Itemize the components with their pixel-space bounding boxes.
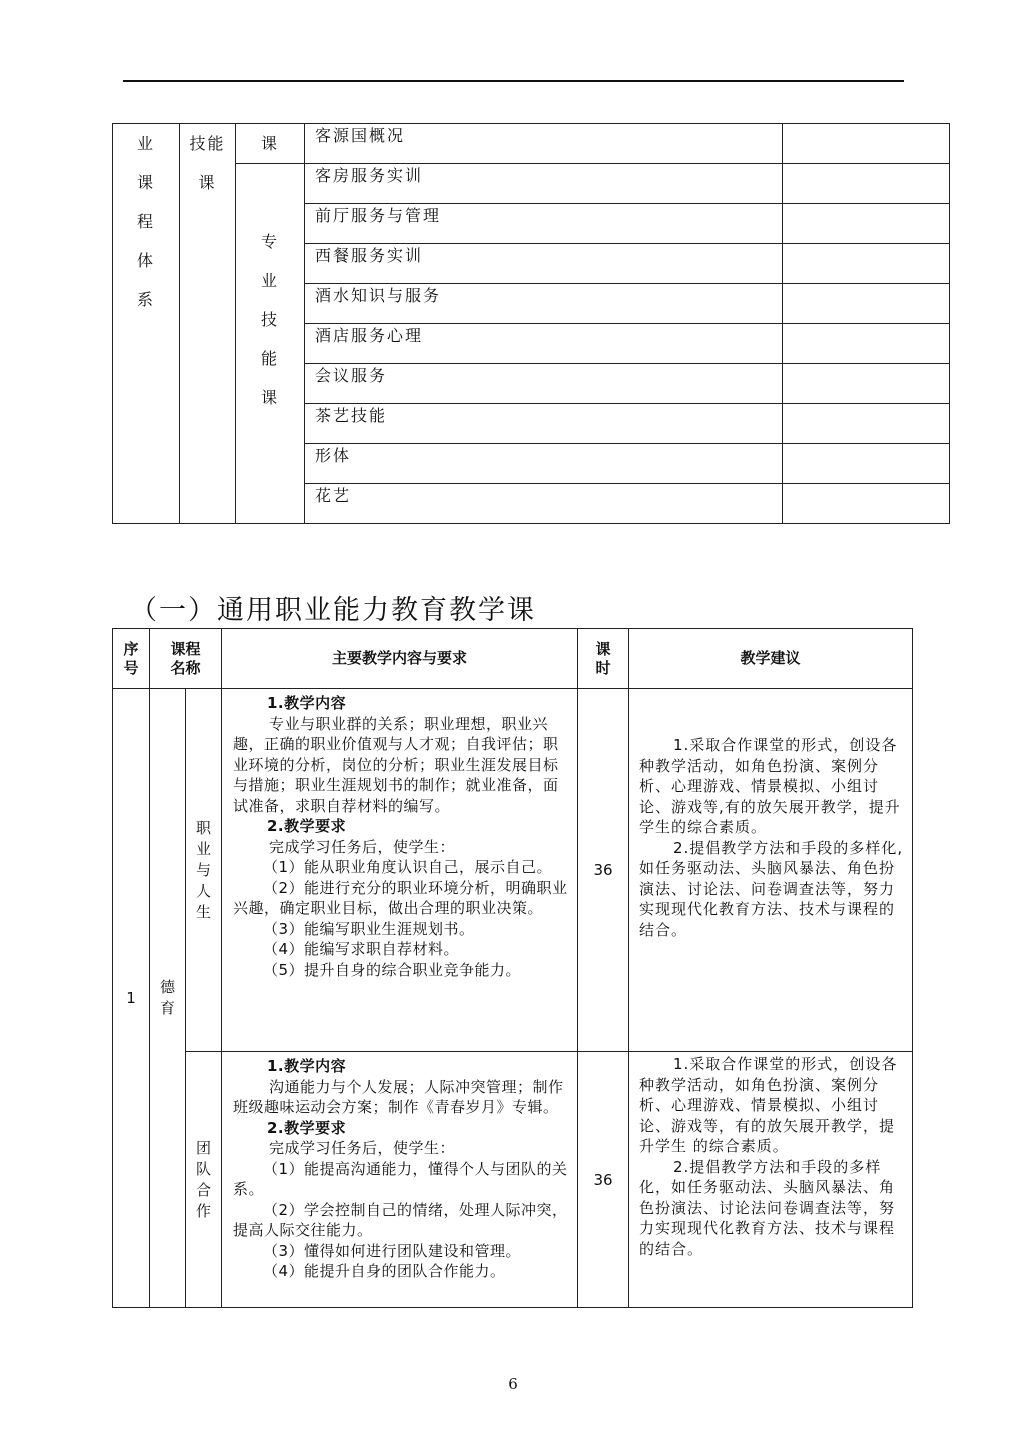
course-content-cell — [222, 689, 578, 1052]
empty-cell — [783, 244, 950, 284]
type-char: 能 — [260, 349, 279, 368]
category-char: 体 — [136, 251, 155, 270]
category-char: 业 — [136, 134, 155, 153]
advice-paragraph: 2.提倡教学方法和手段的多样化，如任务驱动法、头脑风暴法、角色扮演法、讨论法问卷调查法等，努力实现现代化教育方法、技术与课程的结合。 — [639, 1157, 896, 1258]
course-name: 酒水知识与服务 — [305, 284, 783, 324]
type-vertical — [236, 164, 305, 524]
empty-cell — [783, 364, 950, 404]
course-hours: 36 — [578, 689, 629, 1052]
subcategory-bottom: 课 — [198, 173, 217, 192]
content-paragraph: （4）能提升自身的团队合作能力。 — [263, 1262, 506, 1280]
course-name: 茶艺技能 — [305, 404, 783, 444]
course-name: 前厅服务与管理 — [305, 204, 783, 244]
course-content-cell — [222, 1052, 578, 1308]
row-seq: 1 — [113, 689, 150, 1308]
empty-cell — [783, 484, 950, 524]
empty-cell — [783, 124, 950, 164]
category-char: 课 — [136, 173, 155, 192]
content-paragraph: （4）能编写求职自荐材料。 — [263, 940, 460, 958]
course-name: 客源国概况 — [305, 124, 783, 164]
content-paragraph: （5）提升自身的综合职业竞争能力。 — [263, 960, 522, 979]
content-paragraph: （3）懂得如何进行团队建设和管理。 — [263, 1241, 522, 1260]
course-name-char: 与 — [195, 860, 211, 879]
course-name-cell — [186, 1052, 222, 1308]
empty-cell — [783, 404, 950, 444]
content-paragraph: （3）能编写职业生涯规划书。 — [263, 919, 475, 938]
subcategory-top: 技能 — [189, 134, 226, 153]
course-name: 会议服务 — [305, 364, 783, 404]
course-name-char: 职 — [195, 818, 211, 837]
course-name-char: 合 — [195, 1180, 211, 1199]
empty-cell — [783, 444, 950, 484]
advice-paragraph: 1.采取合作课堂的形式，创设各种教学活动，如角色扮演、案例分析、心理游戏、情景模拟、小组讨论、游戏等,有的放矢展开教学，提升学生的综合素质。 — [639, 736, 901, 836]
content-heading: 2.教学要求 — [267, 1118, 347, 1137]
content-heading: 1.教学内容 — [267, 694, 347, 712]
course-name-char: 业 — [195, 839, 211, 858]
subcategory-column — [180, 124, 236, 524]
course-system-table — [112, 123, 950, 524]
course-name: 形体 — [305, 444, 783, 484]
course-name-char: 团 — [195, 1138, 211, 1157]
course-name: 西餐服务实训 — [305, 244, 783, 284]
empty-cell — [783, 204, 950, 244]
section-title: （一）通用职业能力教育教学课 — [130, 595, 536, 626]
course-advice-cell — [629, 1052, 913, 1308]
empty-cell — [783, 284, 950, 324]
header-hours: 课 时 — [578, 629, 629, 689]
header-seq: 序 号 — [113, 629, 150, 689]
type-top: 课 — [236, 124, 305, 164]
type-char: 技 — [260, 310, 279, 329]
empty-cell — [783, 324, 950, 364]
category-char: 程 — [136, 212, 155, 231]
category-char: 系 — [136, 290, 155, 309]
advice-paragraph: 2.提倡教学方法和手段的多样化,如任务驱动法、头脑风暴法、角色扮演法、讨论法、问卷调查法等，努力实现现代化教育方法、技术与课程的结合。 — [639, 838, 904, 939]
category-column — [113, 124, 180, 524]
header-course-name: 课程 名称 — [150, 629, 222, 689]
content-paragraph: （2）学会控制自己的情绪，处理人际冲突，提高人际交往能力。 — [233, 1200, 568, 1239]
content-heading: 1.教学内容 — [267, 1057, 347, 1075]
course-name-char: 生 — [195, 902, 211, 921]
type-char: 课 — [260, 388, 279, 407]
page-number: 6 — [508, 1375, 518, 1393]
content-heading: 2.教学要求 — [267, 817, 347, 835]
content-paragraph: （2）能进行充分的职业环境分析，明确职业兴趣，确定职业目标，做出合理的职业决策。 — [233, 878, 568, 917]
content-paragraph: （1）能提高沟通能力，懂得个人与团队的关系。 — [233, 1159, 568, 1198]
type-char: 业 — [260, 271, 279, 290]
course-name-char: 队 — [195, 1159, 211, 1178]
header-advice: 教学建议 — [629, 629, 913, 689]
course-name: 酒店服务心理 — [305, 324, 783, 364]
content-paragraph: 沟通能力与个人发展；人际冲突管理；制作班级趣味运动会方案；制作《青春岁月》专辑。 — [233, 1077, 564, 1116]
content-paragraph: 完成学习任务后，使学生： — [269, 837, 456, 856]
header-rule — [123, 80, 904, 82]
content-paragraph: 完成学习任务后，使学生： — [269, 1139, 456, 1157]
course-name-char: 作 — [195, 1201, 211, 1220]
content-paragraph: 专业与职业群的关系；职业理想，职业兴趣，正确的职业价值观与人才观；自我评估；职业环境的分析，岗位的分析；职业生涯发展目标与措施；职业生涯规划书的制作；就业准备，面试准备，求职自荐材料的编写。 — [233, 714, 559, 815]
course-hours: 36 — [578, 1052, 629, 1308]
curriculum-table — [112, 628, 913, 1308]
empty-cell — [783, 164, 950, 204]
course-name: 花艺 — [305, 484, 783, 524]
course-name-cell — [186, 689, 222, 1052]
type-char: 专 — [260, 232, 279, 251]
advice-paragraph: 1.采取合作课堂的形式，创设各种教学活动，如角色扮演、案例分析、心理游戏、情景模拟、小组讨论、游戏等，有的放矢展开教学，提升学生 的综合素质。 — [639, 1055, 898, 1155]
course-advice-cell — [629, 689, 913, 1052]
row-category: 德 育 — [150, 689, 186, 1308]
content-paragraph: （1）能从职业角度认识自己，展示自己。 — [263, 858, 553, 876]
course-name-char: 人 — [195, 881, 211, 900]
course-name: 客房服务实训 — [305, 164, 783, 204]
header-content: 主要教学内容与要求 — [222, 629, 578, 689]
